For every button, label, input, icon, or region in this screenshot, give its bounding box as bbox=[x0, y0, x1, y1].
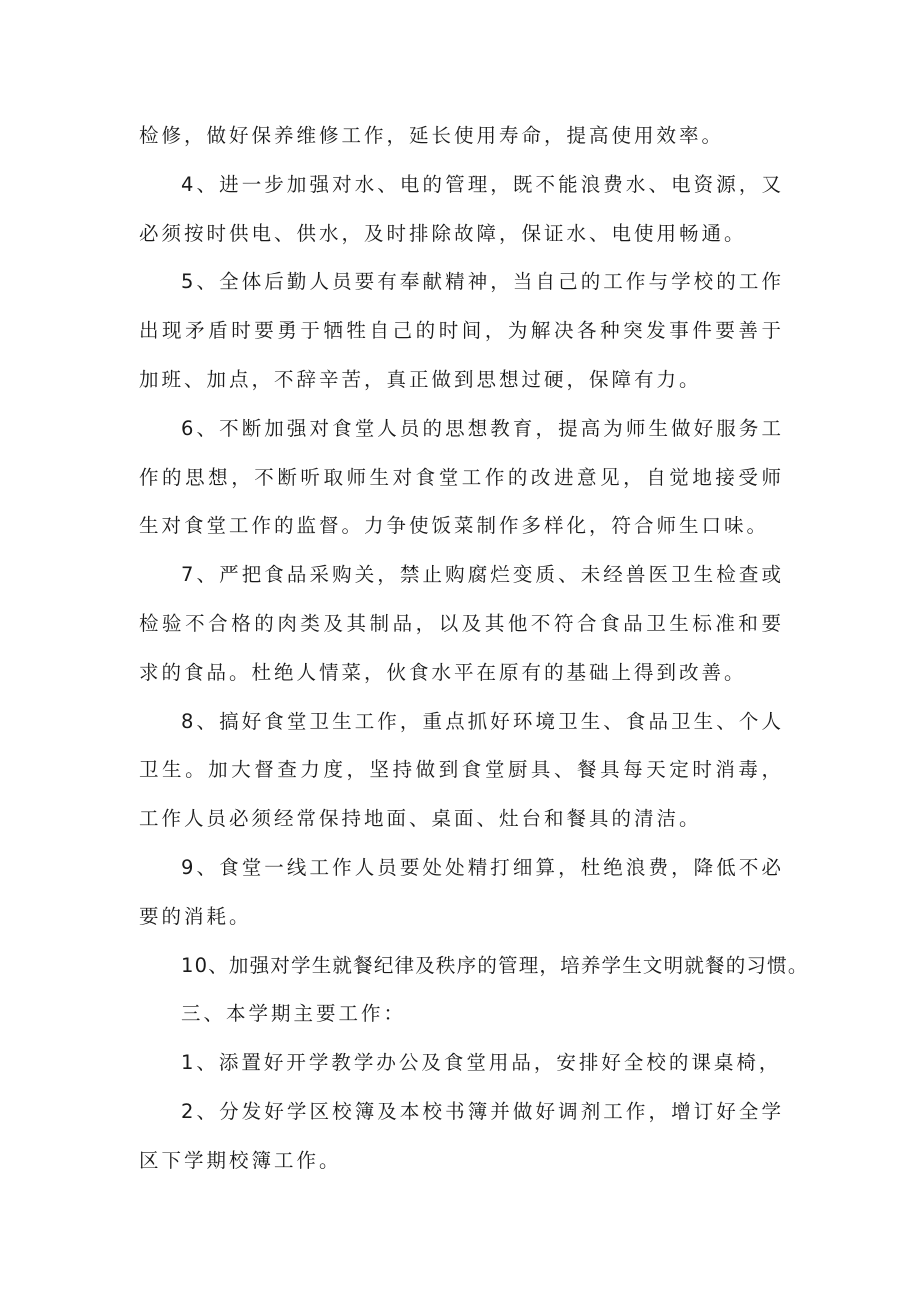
paragraph-work-item-2: 2、分发好学区校簿及本校书簿并做好调剂工作，增订好全学区下学期校簿工作。 bbox=[139, 1099, 784, 1172]
paragraph-item-7: 7、严把食品采购关，禁止购腐烂变质、未经兽医卫生检查或检验不合格的肉类及其制品，以及其他不符合食品卫生标准和要求的食品。杜绝人情菜，伙食水平在原有的基础上得到改善。 bbox=[139, 563, 784, 684]
paragraph-item-5: 5、全体后勤人员要有奉献精神，当自己的工作与学校的工作出现矛盾时要勇于牺牲自己的时间，为解决各种突发事件要善于加班、加点，不辞辛苦，真正做到思想过硬，保障有力。 bbox=[139, 270, 784, 391]
paragraph-item-8: 8、搞好食堂卫生工作，重点抓好环境卫生、食品卫生、个人卫生。加大督查力度，坚持做到食堂厨具、餐具每天定时消毒，工作人员必须经常保持地面、桌面、灶台和餐具的清洁。 bbox=[139, 709, 784, 831]
paragraph-work-item-1: 1、添置好开学教学办公及食堂用品，安排好全校的课桌椅， bbox=[181, 1051, 782, 1075]
paragraph-item-4: 4、进一步加强对水、电的管理，既不能浪费水、电资源，又必须按时供电、供水，及时排除故障，保证水、电使用畅通。 bbox=[139, 172, 784, 245]
paragraph-item-6: 6、不断加强对食堂人员的思想教育，提高为师生做好服务工作的思想，不断听取师生对食堂工作的改进意见，自觉地接受师生对食堂工作的监督。力争使饭菜制作多样化，符合师生口味。 bbox=[139, 416, 784, 538]
paragraph-item-10: 10、加强对学生就餐纪律及秩序的管理，培养学生文明就餐的习惯。 bbox=[181, 953, 809, 977]
paragraph-maintenance-continued: 检修，做好保养维修工作，延长使用寿命，提高使用效率。 bbox=[139, 124, 725, 147]
paragraph-item-9: 9、食堂一线工作人员要处处精打细算，杜绝浪费，降低不必要的消耗。 bbox=[139, 855, 784, 928]
document-body bbox=[139, 112, 809, 1186]
section-heading-main-work: 三、本学期主要工作： bbox=[181, 1002, 407, 1026]
